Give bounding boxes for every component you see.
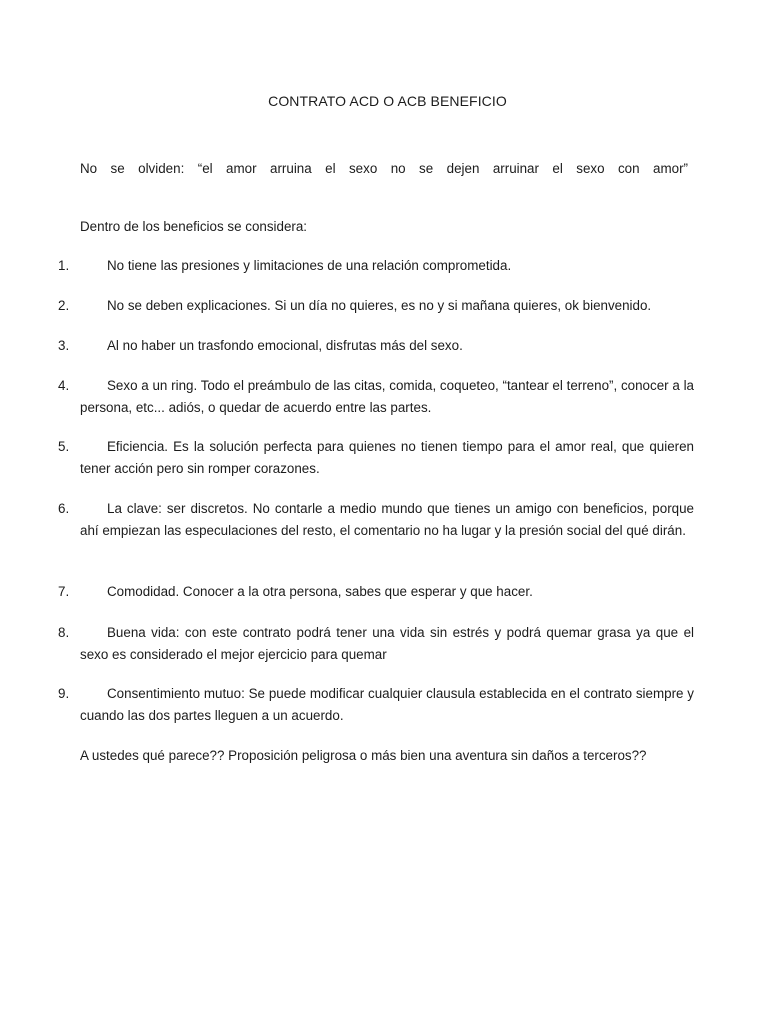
list-item-text: No se deben explicaciones. Si un día no quieres, es no y si mañana quieres, ok bienvenido. [107, 298, 652, 313]
list-item-number: 3. [58, 338, 70, 353]
list-item-text: Comodidad. Conocer a la otra persona, sabes que esperar y que hacer. [107, 584, 533, 599]
list-item-number: 5. [58, 439, 70, 454]
closing-paragraph: A ustedes qué parece?? Proposición peligrosa o más bien una aventura sin daños a terceros?? [80, 748, 647, 763]
list-item-number: 4. [58, 378, 70, 393]
list-item-text: Buena vida: con este contrato podrá tener una vida sin estrés y podrá quemar grasa ya que el sexo es considerado el mejor ejercicio para quemar [80, 625, 694, 662]
list-item-number: 6. [58, 501, 70, 516]
list-item-text: Eficiencia. Es la solución perfecta para quienes no tienen tiempo para el amor real, que quieren tener acción pero sin romper corazones. [80, 439, 694, 476]
intro-paragraph: Dentro de los beneficios se considera: [80, 219, 308, 234]
list-item-text: Consentimiento mutuo: Se puede modificar cualquier clausula establecida en el contrato siempre y cuando las dos partes lleguen a un acuerdo. [80, 686, 694, 723]
list-item-text: No tiene las presiones y limitaciones de una relación comprometida. [107, 258, 512, 273]
list-item-number: 8. [58, 625, 70, 640]
list-item-text: Al no haber un trasfondo emocional, disfrutas más del sexo. [107, 338, 463, 353]
list-item-number: 1. [58, 258, 70, 273]
document-title: CONTRATO ACD O ACB BENEFICIO [268, 93, 507, 109]
list-item-number: 7. [58, 584, 70, 599]
list-item-text: La clave: ser discretos. No contarle a medio mundo que tienes un amigo con beneficios, porque ahí empiezan las especulaciones del resto, el comentario no ha lugar y la presión social del qué dirán. [80, 501, 694, 538]
list-item-number: 9. [58, 686, 70, 701]
list-item-number: 2. [58, 298, 70, 313]
quote-paragraph: No se olviden: “el amor arruina el sexo no se dejen arruinar el sexo con amor” [80, 161, 688, 176]
list-item-text: Sexo a un ring. Todo el preámbulo de las citas, comida, coqueteo, “tantear el terreno”, conocer a la persona, etc... adiós, o quedar de acuerdo entre las partes. [80, 378, 694, 415]
